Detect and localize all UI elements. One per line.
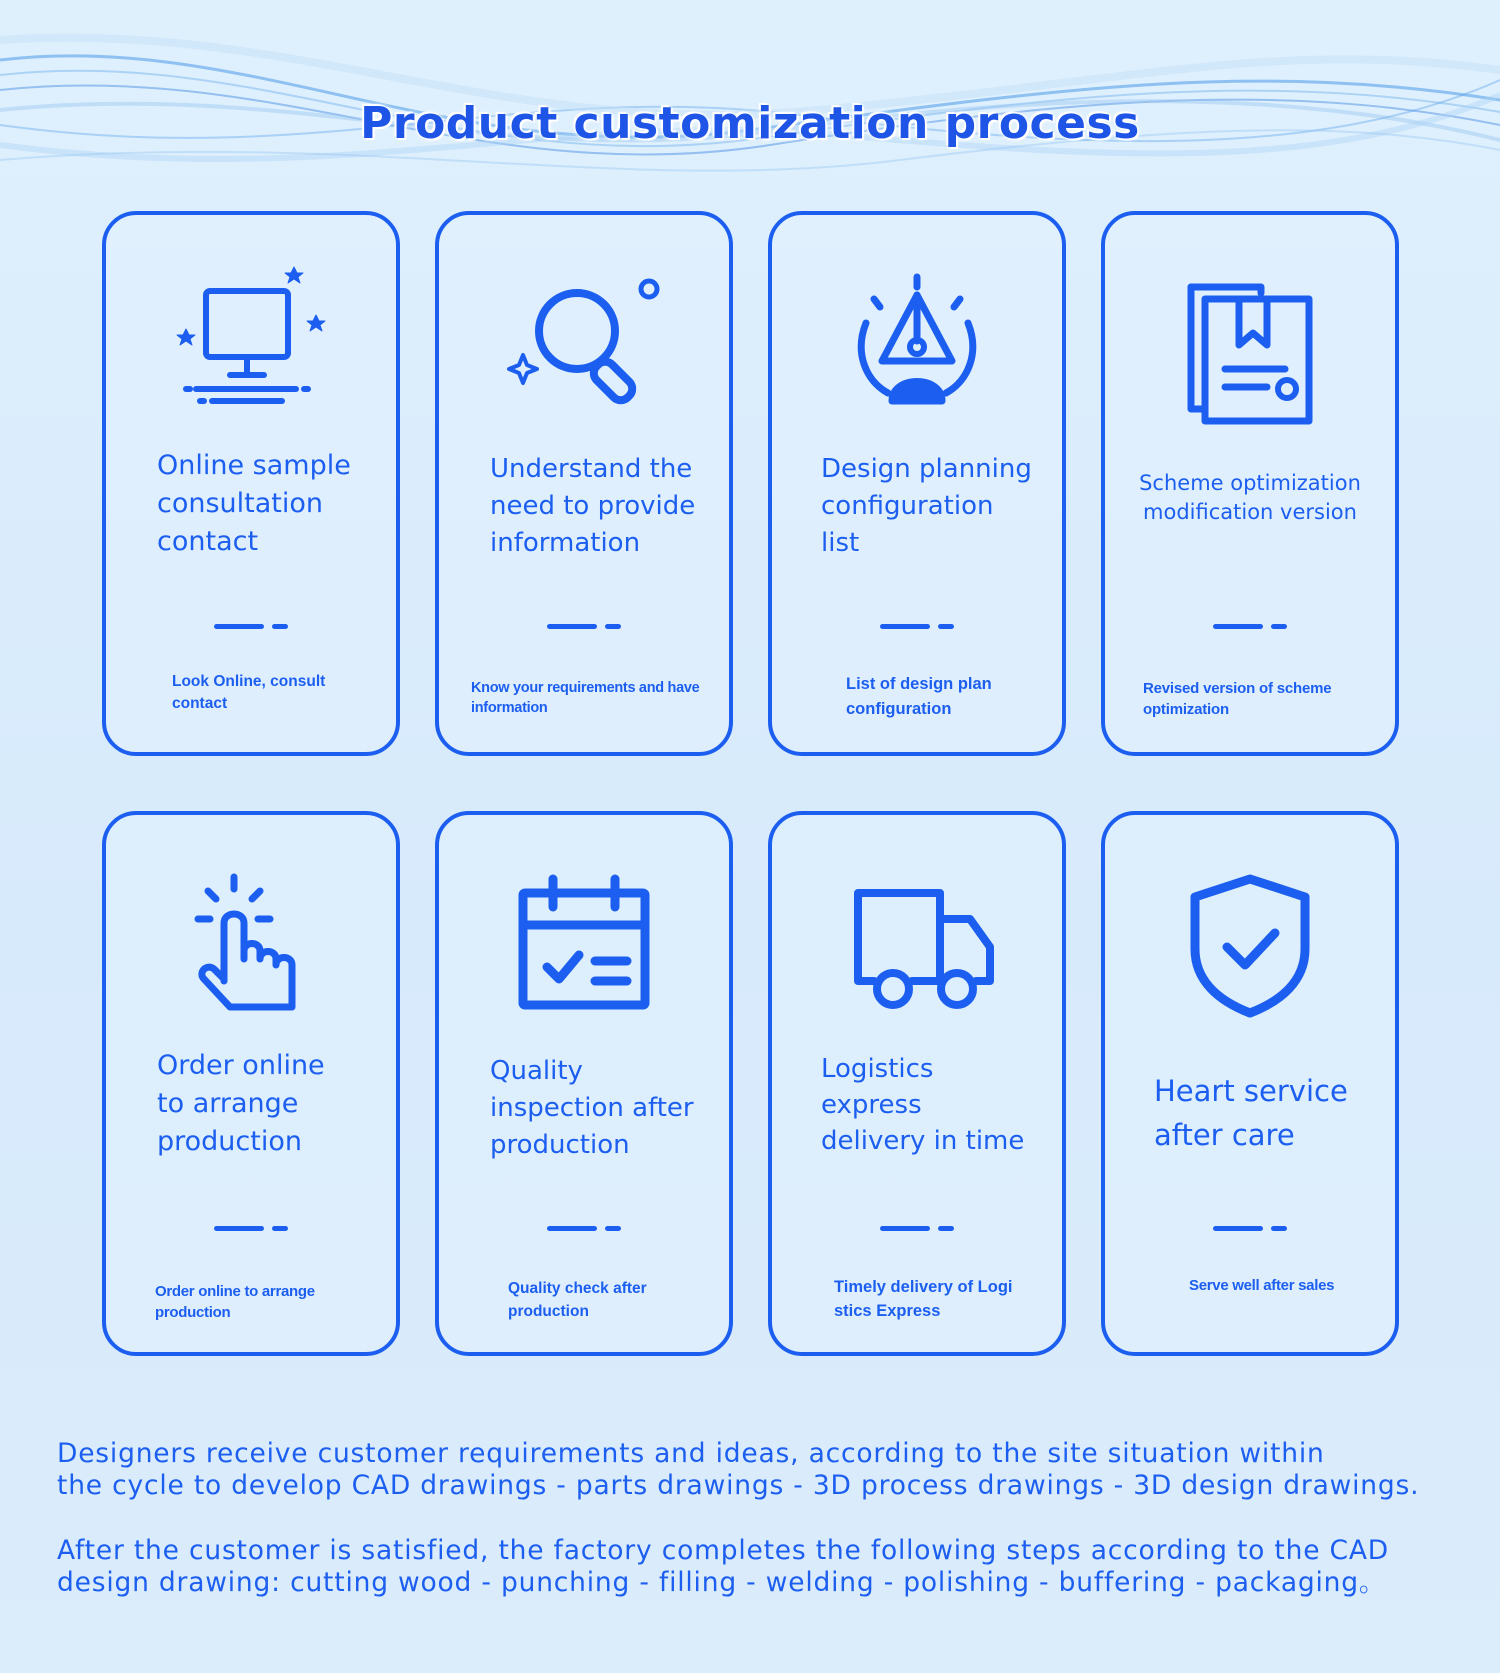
step-card-quality-inspection <box>435 811 733 1356</box>
page-title: Product customization process <box>360 98 1140 149</box>
step-heading: Online sample consultation contact <box>157 450 351 557</box>
step-heading: Heart service after care <box>1154 1074 1348 1152</box>
step-card-order-online <box>102 811 400 1356</box>
step-card-online-consultation <box>102 211 400 756</box>
factory-steps-paragraph: After the customer is satisfied, the factory completes the following steps according to the CAD design drawing: cutting wood - punching - filling - welding - polishing - buffering - packaging。 <box>57 1535 1389 1598</box>
step-heading: Scheme optimization modification version <box>1139 471 1361 524</box>
step-description: List of design plan configuration <box>846 675 992 718</box>
step-description: Revised version of scheme optimization <box>1143 680 1332 718</box>
process-description-paragraph: Designers receive customer requirements and ideas, according to the site situation within the cycle to develop CAD drawings - parts drawings - 3D process drawings - 3D design drawings. <box>57 1438 1420 1501</box>
step-description: Timely delivery of Logi stics Express <box>834 1278 1013 1320</box>
step-description: Quality check after production <box>508 1280 647 1320</box>
step-description: Look Online, consult contact <box>172 673 326 712</box>
step-card-scheme-optimization <box>1101 211 1399 756</box>
step-heading: Design planning configuration list <box>821 454 1032 558</box>
divider <box>880 1226 954 1232</box>
step-heading: Quality inspection after production <box>490 1056 694 1160</box>
divider <box>547 624 621 630</box>
step-card-design-planning <box>768 211 1066 756</box>
step-card-understand-need <box>435 211 733 756</box>
magnifier-icon <box>499 263 669 433</box>
divider <box>1213 624 1287 630</box>
step-heading: Order online to arrange production <box>157 1050 325 1157</box>
step-card-logistics <box>768 811 1066 1356</box>
divider <box>214 1226 288 1232</box>
divider <box>547 1226 621 1232</box>
step-description: Order online to arrange production <box>155 1283 315 1321</box>
shield-check-icon <box>1165 863 1335 1033</box>
document-certificate-icon <box>1165 263 1335 433</box>
step-card-after-care <box>1101 811 1399 1356</box>
pen-nib-icon <box>832 263 1002 433</box>
monitor-icon <box>166 263 336 433</box>
divider <box>1213 1226 1287 1232</box>
step-description: Serve well after sales <box>1189 1277 1335 1294</box>
divider <box>214 624 288 630</box>
calendar-check-icon <box>499 863 669 1033</box>
step-heading: Logistics express delivery in time <box>821 1054 1025 1156</box>
divider <box>880 624 954 630</box>
step-description: Know your requirements and have information <box>471 680 700 716</box>
delivery-truck-icon <box>832 863 1002 1033</box>
tap-hand-icon <box>166 863 336 1033</box>
step-heading: Understand the need to provide information <box>490 454 696 558</box>
